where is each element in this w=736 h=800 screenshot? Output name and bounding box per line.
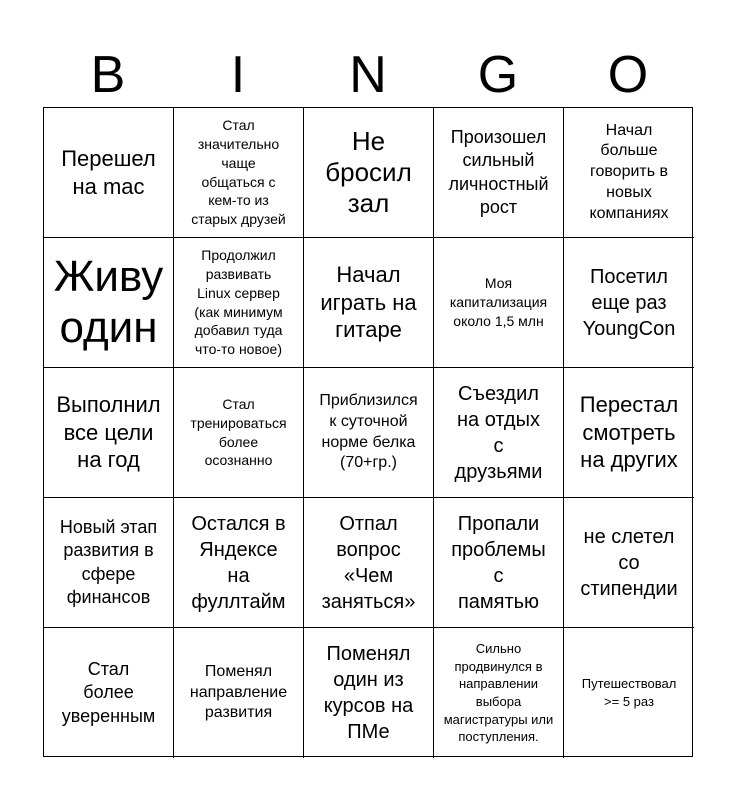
bingo-cell[interactable]: Путешествовал >= 5 раз [581, 676, 677, 709]
bingo-cell[interactable]: Сильно продвинулся в направлении выбора магистратуры или поступления. [434, 628, 564, 758]
bingo-cell[interactable]: Приблизился к суточной норме белка (70+гр.) [304, 368, 434, 498]
bingo-cell[interactable]: Новый этап развития в сфере финансов [44, 498, 174, 628]
bingo-header [43, 40, 693, 110]
bingo-cell[interactable]: Перестал смотреть на других [564, 368, 694, 498]
bingo-cell[interactable]: не слетел со стипендии [564, 498, 694, 628]
header-letter-g: G [477, 46, 519, 104]
bingo-cell[interactable]: Поменял направление развития [174, 628, 304, 758]
bingo-cell[interactable]: Начал больше говорить в новых компаниях [564, 108, 694, 238]
bingo-cell[interactable]: Произошел сильный личностный рост [434, 108, 564, 238]
bingo-cell[interactable]: Живу один [44, 238, 174, 368]
bingo-cell[interactable]: Выполнил все цели на год [44, 368, 174, 498]
header-letter-o: O [607, 46, 649, 104]
bingo-grid [43, 107, 693, 757]
bingo-cell[interactable]: Моя капитализация около 1,5 млн [434, 238, 564, 368]
bingo-cell[interactable]: Не бросил зал [304, 108, 434, 238]
bingo-cell[interactable]: Посетил еще раз YoungCon [564, 238, 694, 368]
header-letter-i: I [230, 46, 246, 104]
bingo-cell[interactable]: Поменял один из курсов на ПМе [304, 628, 434, 758]
bingo-cell[interactable]: Перешел на mac [44, 108, 174, 238]
bingo-cell[interactable]: Стал тренироваться более осознанно [174, 368, 304, 498]
bingo-cell[interactable]: Отпал вопрос «Чем заняться» [304, 498, 434, 628]
bingo-cell[interactable]: Начал играть на гитаре [304, 238, 434, 368]
header-letter-n: N [349, 46, 387, 104]
bingo-cell[interactable]: Пропали проблемы с памятью [434, 498, 564, 628]
bingo-cell[interactable]: Съездил на отдых с друзьями [434, 368, 564, 498]
header-letter-b: B [90, 46, 126, 104]
bingo-cell[interactable]: Стал значительно чаще общаться с кем-то из старых друзей [174, 108, 304, 238]
bingo-cell[interactable]: Стал более уверенным [44, 628, 174, 758]
bingo-cell[interactable]: Остался в Яндексе на фуллтайм [174, 498, 304, 628]
bingo-cell[interactable]: Продолжил развивать Linux сервер (как минимум добавил туда что-то новое) [174, 238, 304, 368]
